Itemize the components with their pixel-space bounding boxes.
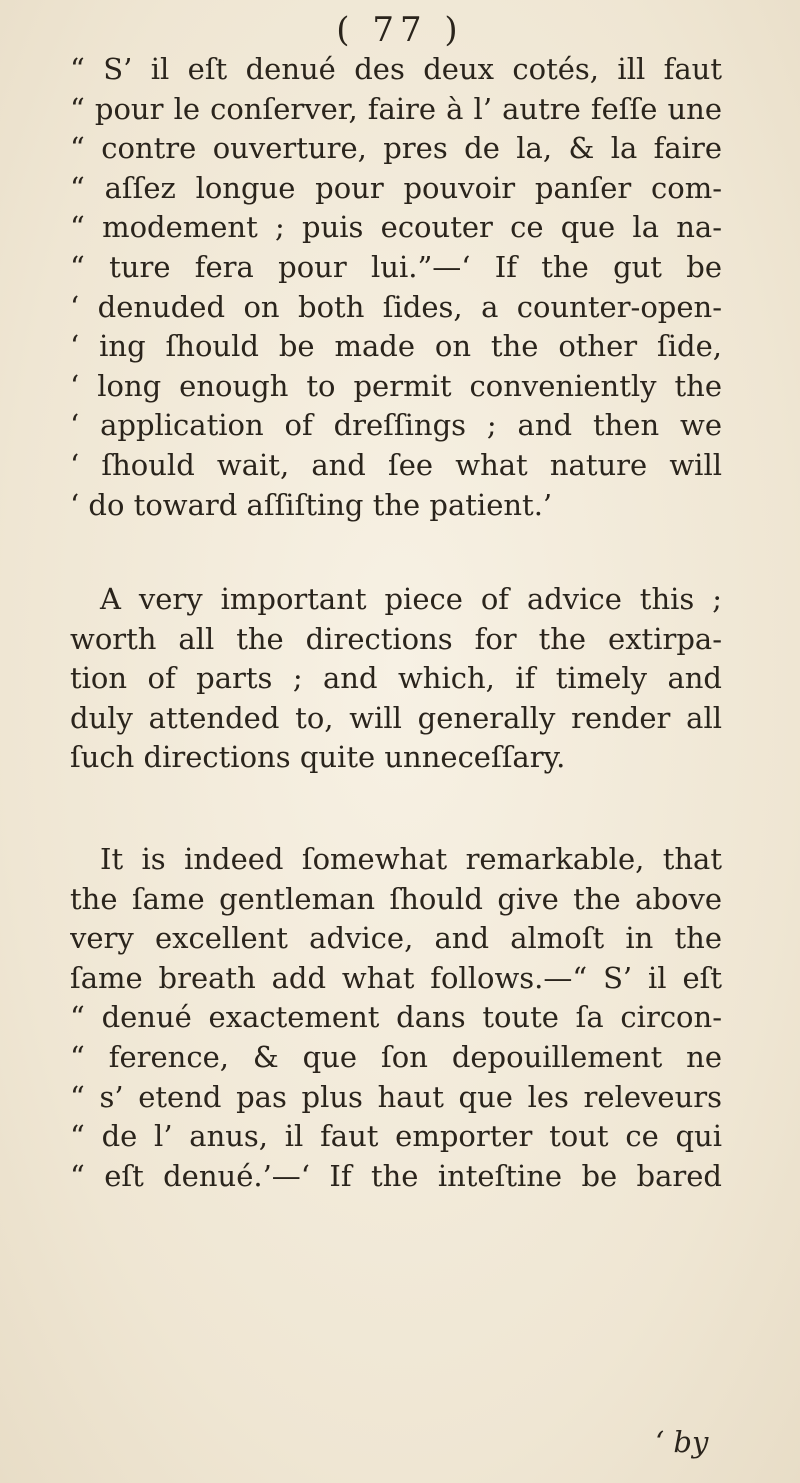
text-line: ‘ denuded on both ſides, a counter-open-: [70, 289, 722, 324]
text-line: “ ference, & que ſon depouillement ne: [70, 1039, 722, 1074]
text-line: very excellent advice, and almoſt in the: [70, 921, 722, 956]
paragraph-1: [70, 50, 722, 525]
text-line: ‘ do toward aſſiſting the patient.’: [70, 487, 553, 522]
text-line: “ contre ouverture, pres de la, & la faire: [70, 131, 722, 166]
text-line: ‘ ſhould wait, and ſee what nature will: [70, 447, 722, 482]
text-line: ‘ ing ſhould be made on the other ſide,: [70, 329, 722, 364]
text-line: tion of parts ; and which, if timely and: [70, 661, 722, 696]
text-line: worth all the directions for the extirpa-: [70, 621, 722, 656]
text-line: “ ture fera pour lui.”—‘ If the gut be: [70, 249, 722, 284]
text-line: It is indeed ſomewhat remarkable, that: [100, 842, 722, 876]
text-line: ‘ long enough to permit conveniently the: [70, 368, 722, 403]
paragraph-2: [70, 580, 722, 778]
text-line: ‘ application of dreſſings ; and then we: [70, 408, 722, 443]
paragraph-3: [70, 840, 722, 1196]
text-line: duly attended to, will generally render all: [70, 700, 722, 735]
text-line: “ modement ; puis ecouter ce que la na-: [70, 210, 722, 245]
text-line: “ aſſez longue pour pouvoir panſer com-: [70, 170, 722, 205]
text-line: “ s’ etend pas plus haut que les releveurs: [70, 1079, 722, 1114]
text-line: ſuch directions quite unneceſſary.: [70, 740, 566, 775]
text-line: “ pour le conſerver, faire à l’ autre feſſe une: [70, 91, 722, 126]
catchword: ‘ by: [655, 1425, 709, 1459]
page-number: ( 77 ): [336, 10, 464, 50]
text-line: A very important piece of advice this ;: [100, 582, 722, 616]
text-line: “ S’ il eſt denué des deux cotés, ill faut: [70, 52, 722, 86]
text-line: the ſame gentleman ſhould give the above: [70, 881, 722, 916]
text-line: “ denué exactement dans toute ſa circon-: [70, 1000, 722, 1035]
text-line: “ eſt denué.’—‘ If the inteſtine be bared: [70, 1158, 722, 1193]
text-line: “ de l’ anus, il faut emporter tout ce qui: [70, 1119, 722, 1154]
text-line: ſame breath add what follows.—“ S’ il eſt: [70, 960, 722, 995]
